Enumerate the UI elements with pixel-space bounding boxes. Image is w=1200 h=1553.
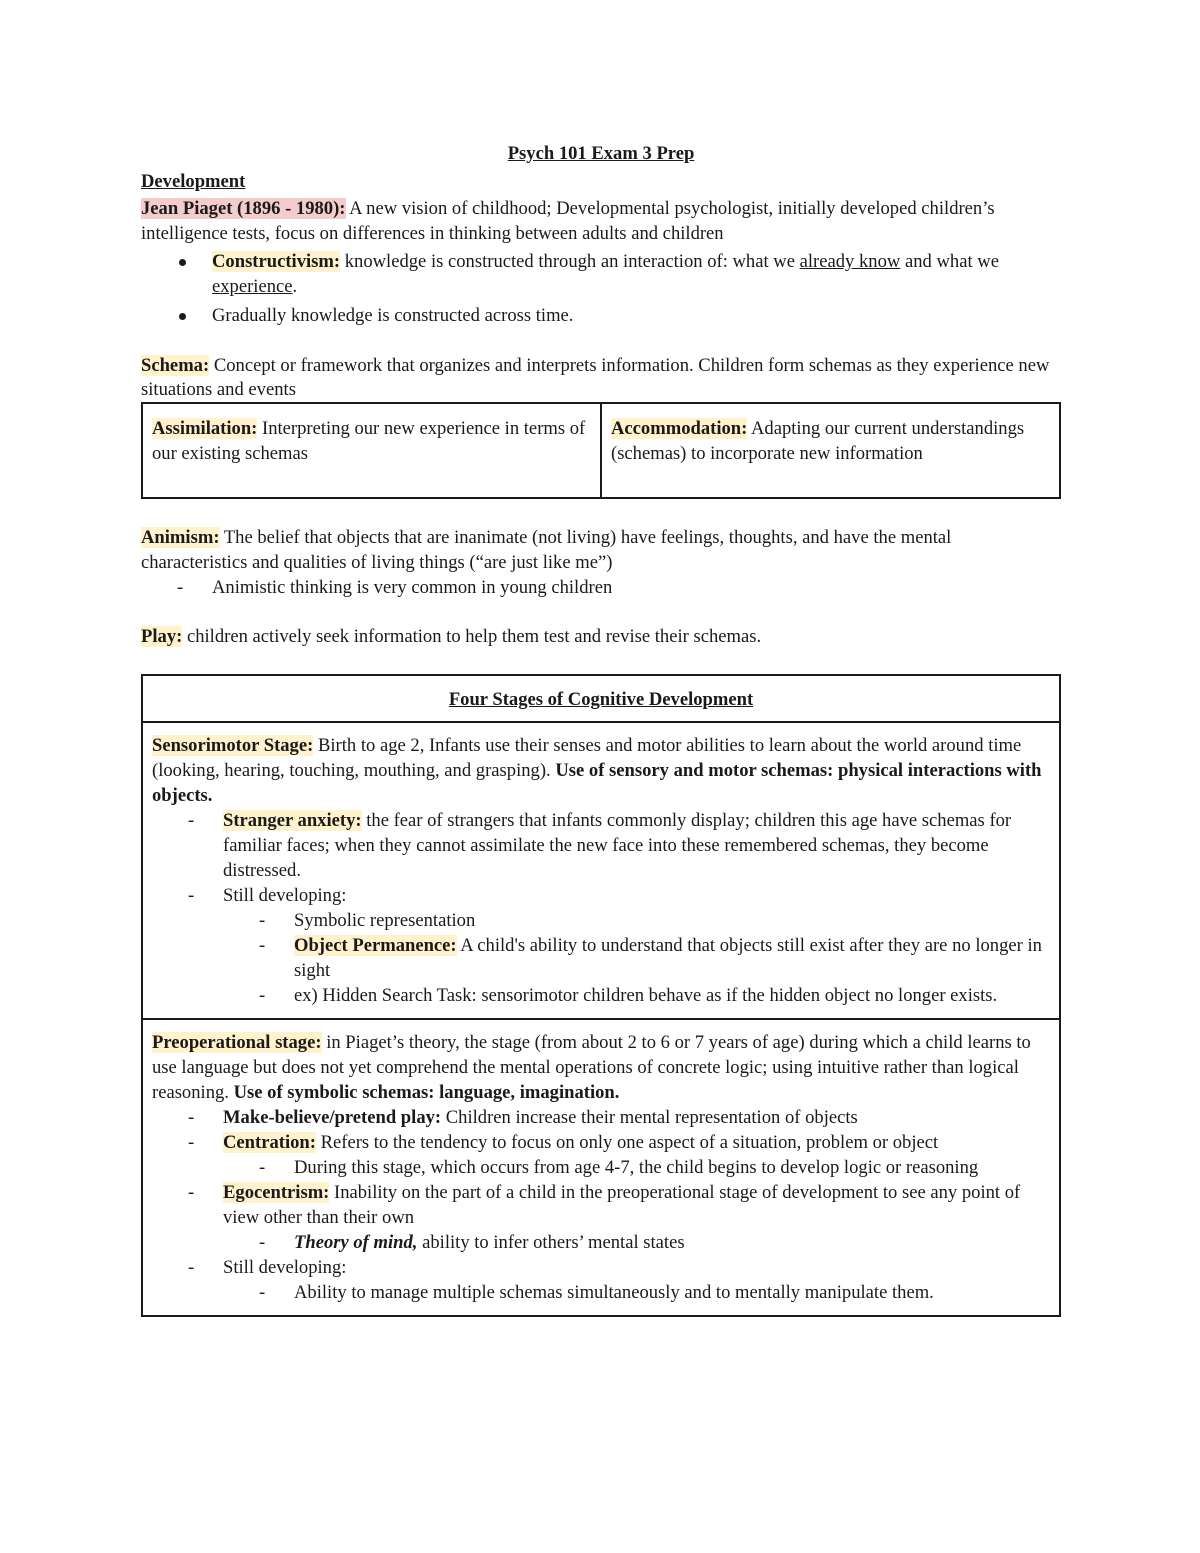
sensorimotor-cell <box>142 722 1060 1019</box>
make-believe-text: Children increase their mental representation of objects <box>441 1107 858 1128</box>
sensorimotor-list <box>152 808 1050 1008</box>
stranger-anxiety-term: Stranger anxiety: <box>223 810 362 831</box>
still-developing-text-2: Still developing: <box>223 1257 347 1278</box>
schema-text: Concept or framework that organizes and interprets information. Children form schemas as they experience new situations and events <box>141 355 1050 400</box>
egocentrism-term: Egocentrism: <box>223 1182 330 1203</box>
object-permanence-text: A child's ability to understand that objects still exist after they are no longer in sight <box>294 935 1042 981</box>
still-developing-sublist-2 <box>223 1280 1050 1305</box>
constructivism-text-3: . <box>292 276 298 297</box>
preoperational-term: Preoperational stage: <box>152 1032 322 1053</box>
preoperational-bold: Use of symbolic schemas: language, imagination. <box>233 1082 620 1103</box>
preoperational-paragraph <box>152 1030 1050 1105</box>
schema-table <box>141 402 1061 499</box>
already-know-text: already know <box>799 251 901 272</box>
centration-item <box>152 1130 1050 1180</box>
egocentrism-item <box>152 1180 1050 1255</box>
bullet-constructivism <box>141 249 1061 299</box>
piaget-bullets <box>141 249 1061 328</box>
preoperational-cell <box>142 1019 1060 1316</box>
sensorimotor-text: Birth to age 2, Infants use their senses and motor abilities to learn about the world around time (looking, hearing, touching, mouthing, and grasping). <box>152 735 1022 781</box>
play-term: Play: <box>141 626 183 647</box>
document-title: Psych 101 Exam 3 Prep <box>507 143 695 164</box>
piaget-text: A new vision of childhood; Developmental psychologist, initially developed children’s intelligence tests, focus on differences in thinking between adults and children <box>141 198 995 244</box>
animism-sub-item: - Animistic thinking is very common in young children <box>141 575 1061 600</box>
still-developing-text: Still developing: <box>223 885 347 906</box>
centration-text: Refers to the tendency to focus on only one aspect of a situation, problem or object <box>315 1132 939 1153</box>
assimilation-term: Assimilation: <box>152 418 258 439</box>
schema-term: Schema: <box>141 355 210 376</box>
accommodation-cell <box>601 403 1060 498</box>
section-heading: Development <box>141 171 246 192</box>
schema-paragraph <box>141 354 1061 402</box>
animism-term: Animism: <box>141 527 220 548</box>
theory-of-mind-term: Theory of mind, <box>294 1232 418 1253</box>
still-developing-item-2 <box>152 1255 1050 1305</box>
centration-term: Centration: <box>223 1132 316 1153</box>
centration-sublist <box>223 1155 1050 1180</box>
stages-table <box>141 674 1061 1317</box>
theory-of-mind-item <box>223 1230 1050 1255</box>
assimilation-text: Interpreting our new experience in terms of our existing schemas <box>152 418 586 464</box>
object-permanence-item <box>223 933 1050 983</box>
animism-paragraph <box>141 525 1061 575</box>
piaget-term: Jean Piaget (1896 - 1980): <box>141 198 346 219</box>
object-permanence-term: Object Permanence: <box>294 935 457 956</box>
egocentrism-text: Inability on the part of a child in the preoperational stage of development to see any point of view other than their own <box>223 1182 1021 1228</box>
experience-text: experience <box>212 276 293 297</box>
animism-text: The belief that objects that are inanimate (not living) have feelings, thoughts, and have the mental characteristics and qualities of living things (“are just like me”) <box>141 527 952 573</box>
preoperational-text: in Piaget’s theory, the stage (from about 2 to 6 or 7 years of age) during which a child learns to use language but does not yet comprehend the mental operations of concrete logic; using intuitive rather than logical reasoning. <box>152 1032 1031 1103</box>
centration-sub-item: - During this stage, which occurs from age 4-7, the child begins to develop logic or reasoning <box>223 1155 1050 1180</box>
document-content <box>141 140 1061 1317</box>
constructivism-text-2: and what we <box>900 251 999 272</box>
accommodation-term: Accommodation: <box>611 418 748 439</box>
accommodation-text: Adapting our current understandings (schemas) to incorporate new information <box>611 418 1025 464</box>
manage-schemas-item: - Ability to manage multiple schemas simultaneously and to mentally manipulate them. <box>223 1280 1050 1305</box>
assimilation-cell <box>142 403 601 498</box>
animism-sublist <box>141 575 1061 600</box>
symbolic-item: - Symbolic representation <box>223 908 1050 933</box>
preoperational-list <box>152 1105 1050 1305</box>
still-developing-sublist <box>223 908 1050 1008</box>
sensorimotor-term: Sensorimotor Stage: <box>152 735 314 756</box>
bullet-gradually: Gradually knowledge is constructed across time. <box>141 303 1061 328</box>
egocentrism-sublist <box>223 1230 1050 1255</box>
theory-of-mind-text: ability to infer others’ mental states <box>417 1232 685 1253</box>
constructivism-term: Constructivism: <box>212 251 341 272</box>
example-item: - ex) Hidden Search Task: sensorimotor children behave as if the hidden object no longer exists. <box>223 983 1050 1008</box>
make-believe-item <box>152 1105 1050 1130</box>
sensorimotor-bold: Use of sensory and motor schemas: physical interactions with objects. <box>152 760 1042 806</box>
play-text: children actively seek information to help them test and revise their schemas. <box>182 626 762 647</box>
stranger-anxiety-item <box>152 808 1050 883</box>
stranger-anxiety-text: the fear of strangers that infants commonly display; children this age have schemas for familiar faces; when they cannot assimilate the new face into these remembered schemas, they become distressed. <box>223 810 1012 881</box>
make-believe-term: Make-believe/pretend play: <box>223 1107 442 1128</box>
stages-heading: Four Stages of Cognitive Development <box>142 675 1060 722</box>
piaget-paragraph <box>141 196 1061 246</box>
constructivism-text: knowledge is constructed through an interaction of: what we <box>340 251 800 272</box>
play-paragraph <box>141 624 1061 649</box>
still-developing-item <box>152 883 1050 1008</box>
sensorimotor-paragraph <box>152 733 1050 808</box>
